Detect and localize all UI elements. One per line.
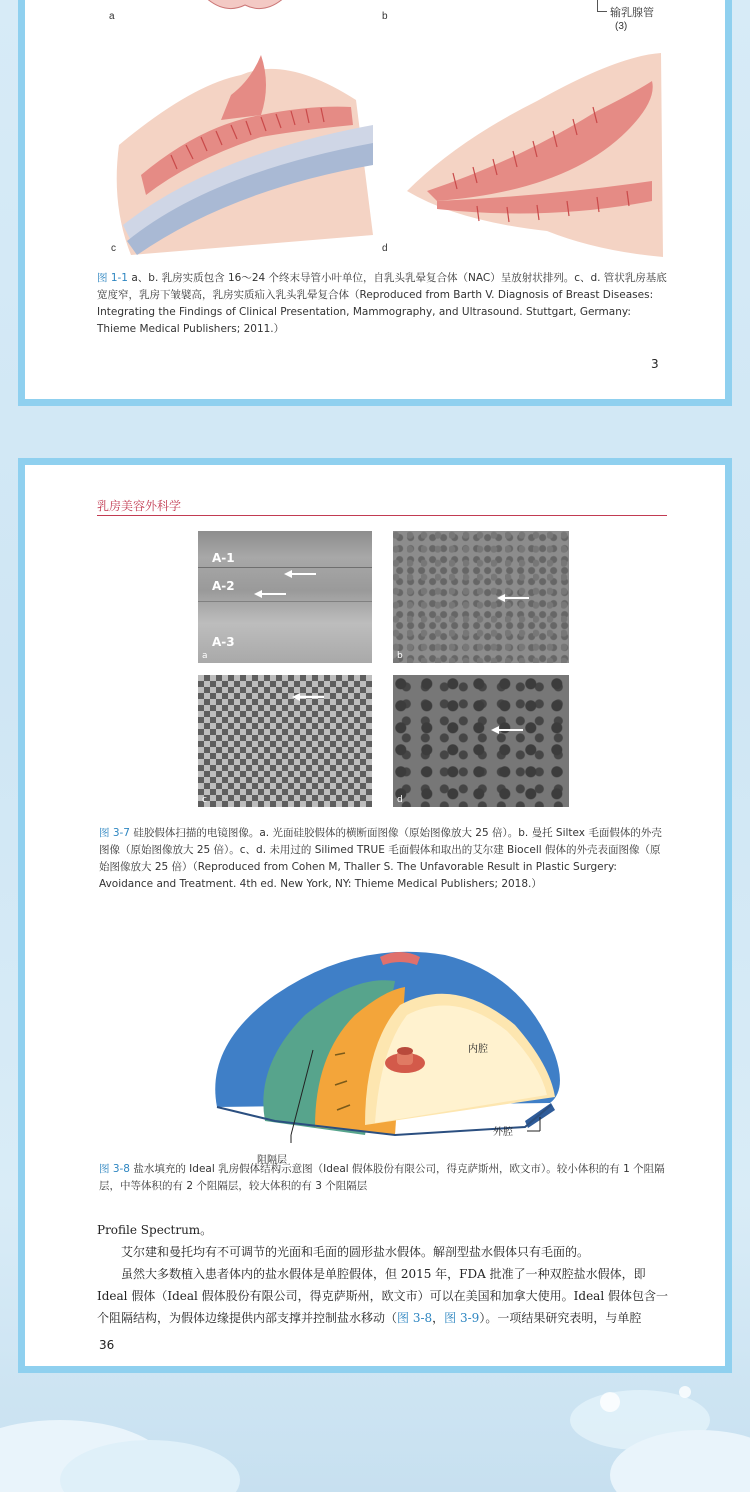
body-paragraph-separator: ， [432,1311,445,1325]
figure-1-1-top-strip [185,0,305,19]
figure-letter-c: c [111,243,116,254]
book-page-36 [18,458,732,1373]
arrow-icon [393,531,569,663]
tubular-breast-illustration-d [397,51,665,257]
running-header: 乳房美容外科学 [97,499,182,513]
caption-text: a、b. 乳房实质包含 16～24 个终末导管小叶单位，自乳头乳晕复合体（NAC）呈放射状排列。c、d. 管状乳房基底宽度窄，乳房下皱襞高，乳房实质疝入乳头乳晕复合体（Reproduced from Barth V. Diagnosis of Breast Diseases: Integrating the Findings of Clinical Presentation, Mammography, and Ultrasound. Stuttgart, Germany: Thieme Medical Publishers; 2011.） [97,272,667,335]
sem-letter-b: b [397,651,403,661]
figure-letter-d: d [382,243,388,254]
figure-number: 图 3-8 [99,1163,130,1175]
body-paragraph [97,1263,672,1329]
breast-lobule-illustration-top [185,0,305,19]
sem-letter-a: a [202,651,208,661]
page-number: 3 [651,357,659,371]
layer-label-a1: A-1 [212,551,235,565]
figure-1-1-caption [97,270,669,338]
figure-letter-a: a [109,11,115,22]
cloud-decoration-icon [0,1380,750,1492]
figure-1-1-c [111,45,373,255]
sem-image-a [198,531,372,663]
figure-number: 图 1-1 [97,272,128,284]
duct-label-number: (3) [615,21,628,32]
body-paragraph: 艾尔建和曼托均有不可调节的光面和毛面的圆形盐水假体。解剖型盐水假体只有毛面的。 [121,1245,590,1259]
layer-label-a3: A-3 [212,635,235,649]
figure-1-1-d [397,51,665,257]
sem-image-c [198,675,372,807]
layer-label-a2: A-2 [212,579,235,593]
body-paragraph-text: 虽然大多数植入患者体内的盐水假体是单腔假体，但 2015 年，FDA 批准了一种双腔盐水假体，即 Ideal 假体（Ideal 假体股份有限公司，得克萨斯州，欧文市）可以在美国和加拿大使用。Ideal 假体包含一个阻隔结构，为假体边缘提供内部支撑并控制盐水移动（ [97,1267,668,1325]
barrier-layer-label: 阻隔层 [257,1155,287,1166]
duct-label: 输乳腺管 [610,7,654,19]
figure-reference-3-8[interactable]: 图 3-8 [397,1311,433,1325]
body-line: Profile Spectrum。 [97,1223,213,1237]
caption-text: 盐水填充的 Ideal 乳房假体结构示意图（Ideal 假体股份有限公司，得克萨斯州，欧文市）。较小体积的有 1 个阻隔层，中等体积的有 2 个阻隔层，较大体积的有 3 个阻隔层 [99,1163,665,1192]
arrow-icon [393,675,569,807]
tubular-breast-illustration-c [111,45,373,255]
sem-image-b [393,531,569,663]
sem-letter-d: d [397,795,403,805]
label-leader-line [597,0,598,11]
outer-lumen-label: 外腔 [493,1127,513,1138]
figure-3-7-caption [99,825,669,893]
header-rule [97,515,667,516]
arrow-icon [198,531,372,663]
figure-number: 图 3-7 [99,827,130,839]
decorative-clouds [0,1380,750,1492]
sem-letter-c: c [202,795,207,805]
body-paragraph-text-end: ）。一项结果研究表明，与单腔 [479,1311,642,1325]
sem-image-d [393,675,569,807]
caption-text: 硅胶假体扫描的电镜图像。a. 光面硅胶假体的横断面图像（原始图像放大 25 倍）。b. 曼托 Siltex 毛面假体的外壳图像（原始图像放大 25 倍）。c、d. 未用过的 Silimed TRUE 毛面假体和取出的艾尔建 Biocell 假体的外壳表面图像（原始图像放大 25 倍）（Reproduced from Cohen M, Thaller S. The Unfavorable Result in Plastic Surgery: Avoidance and Treatment. 4th ed. New York, NY: Thieme Medical Publishers; 2018.） [99,827,662,890]
arrow-icon [198,675,372,807]
figure-letter-b: b [382,11,388,22]
figure-3-8-caption [99,1161,669,1195]
inner-lumen-label: 内腔 [468,1044,488,1055]
label-leader-line-h [597,11,607,12]
body-text [97,1219,672,1329]
implant-structure-illustration [195,935,575,1155]
figure-3-8-implant-diagram [195,935,575,1155]
figure-reference-3-9[interactable]: 图 3-9 [444,1311,480,1325]
page-number: 36 [99,1338,115,1352]
book-page-3 [18,0,732,406]
